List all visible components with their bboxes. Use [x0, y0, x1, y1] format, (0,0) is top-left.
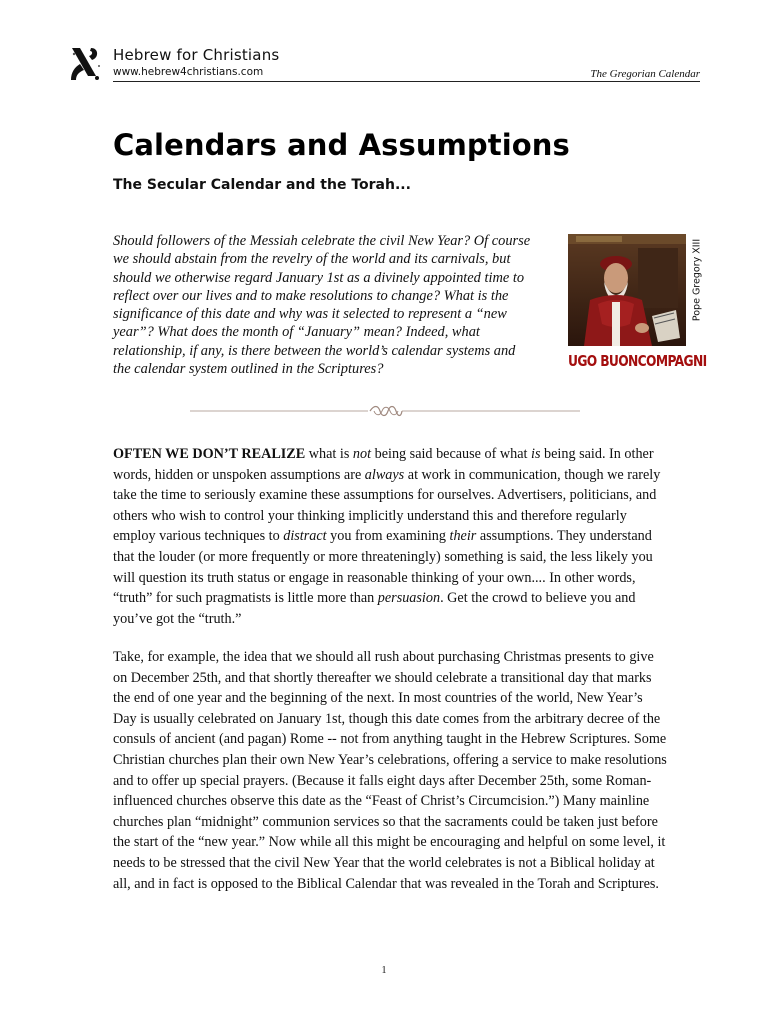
running-header-title: The Gregorian Calendar	[590, 68, 700, 80]
portrait-caption-text: Pope Gregory XIII	[691, 238, 703, 322]
text-run: being said because of what	[371, 446, 532, 462]
text-run: you from examining	[326, 528, 450, 545]
portrait-caption	[689, 236, 705, 324]
emphasis: is	[531, 446, 541, 462]
page-header	[66, 40, 700, 84]
text-run: . Get the crowd to believe you and you’ve got the “truth.”	[113, 590, 636, 627]
site-name: Hebrew for Christians	[113, 46, 280, 64]
text-run: at work in communication, though we rarely take the time to seriously examine these assumptions for ourselves. Advertisers, politicians, and others who wish to control your thinking implicitly understand this and therefore regularly employ various techniques to	[113, 466, 661, 545]
text-run: what is	[305, 446, 353, 462]
emphasis: distract	[283, 528, 327, 545]
header-rule	[113, 81, 700, 82]
portrait-image	[568, 234, 686, 346]
portrait-name-label: UGO BUONCOMPAGNI	[568, 352, 707, 370]
text-run: assumptions. They understand that the louder (or more frequently or more threateningly) something is said, the less likely you will question its truth status or engage in reasonable thinking of your own.... In other words, “truth” for such pragmatists is little more than	[113, 528, 653, 607]
body-paragraph-2: Take, for example, the idea that we should all rush about purchasing Christmas presents to give on December 25th, and that shortly thereafter we should celebrate a transitional day that marks the end of one year and the beginning of the next. In most countries of the world, New Year’s Day is usually celebrated on January 1st, though this date comes from the arbitrary decree of the consuls of ancient (and pagan) Rome -- not from anything taught in the Hebrew Scriptures. Some Christian churches plan their own New Year’s celebrations, offering a service to make resolutions and to offer up special prayers. (Because it falls eight days after December 25th, some Roman-influenced churches observe this date as the “Feast of Christ’s Circumcision.”) Many mainline churches plan “midnight” communion services so that the sacraments could be taken just before the start of the “new year.” Now while all this might be encouraging and helpful on some level, it needs to be stressed that the civil New Year that the world celebrates is not a Biblical holiday at all, and in fact is opposed to the Biblical Calendar that was revealed in the Torah and Scriptures.	[113, 649, 667, 892]
page-number: 1	[381, 965, 387, 976]
page-subtitle: The Secular Calendar and the Torah...	[113, 177, 411, 193]
aleph-logo-icon	[66, 42, 106, 84]
emphasis: always	[364, 466, 405, 483]
emphasis: persuasion	[377, 590, 441, 607]
emphasis: their	[449, 528, 477, 545]
emphasis: not	[352, 446, 372, 462]
intro-paragraph: Should followers of the Messiah celebrate the civil New Year? Of course we should abstain from the revelry of the world and its carnivals, but should we otherwise regard January 1st as a divinely appointed time to reflect over our lives and to make resolutions to change? What is the significance of this date and why was it selected to represent a “new year”? What does the month of “January” mean? Indeed, what relationship, if any, is there between the world’s calendar systems and the calendar system outlined in the Scriptures?	[113, 233, 531, 378]
body-paragraph-1	[113, 444, 668, 629]
site-url[interactable]: www.hebrew4christians.com	[113, 66, 264, 78]
page-title: Calendars and Assumptions	[113, 128, 570, 162]
ornamental-divider-icon	[190, 404, 580, 418]
text-run: being said. In other words, hidden or unspoken assumptions are	[113, 446, 654, 483]
lead-in: OFTEN WE DON’T REALIZE	[113, 446, 306, 462]
